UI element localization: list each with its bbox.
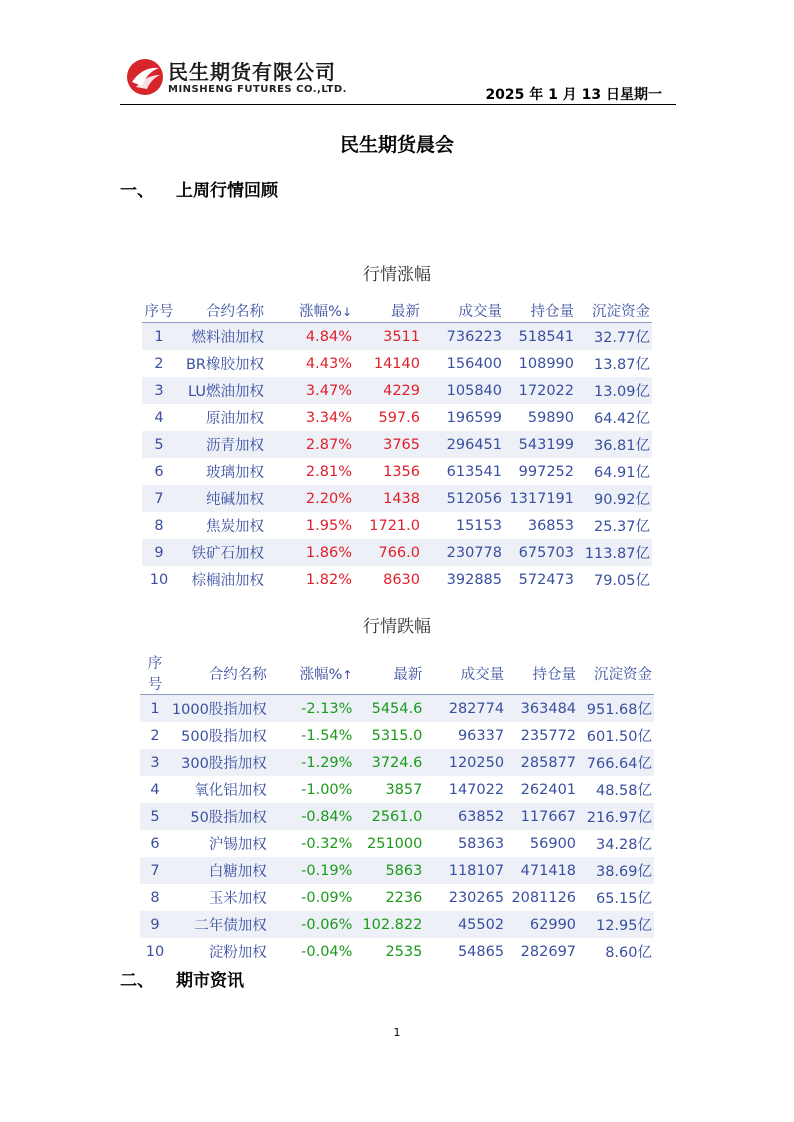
cell-latest: 5315.0 [354,722,424,749]
col-header-volume: 成交量 [422,298,504,323]
cell-name: 棕榈油加权 [176,566,266,593]
table-row [140,857,654,884]
cell-volume: 296451 [422,431,504,458]
col-header-volume: 成交量 [424,652,506,695]
cell-capital: 13.09亿 [576,377,652,404]
cell-capital: 951.68亿 [578,695,654,723]
sort-up-arrow-icon: ↑ [342,667,353,682]
cell-name: 原油加权 [176,404,266,431]
cell-name: 500股指加权 [170,722,269,749]
cell-capital: 12.95亿 [578,911,654,938]
cell-capital: 25.37亿 [576,512,652,539]
cell-name: 玉米加权 [170,884,269,911]
cell-capital: 90.92亿 [576,485,652,512]
sort-down-arrow-icon: ↓ [341,304,352,319]
cell-name: 焦炭加权 [176,512,266,539]
cell-capital: 36.81亿 [576,431,652,458]
table-row [142,377,652,404]
cell-name: 300股指加权 [170,749,269,776]
col-header-name: 合约名称 [176,298,266,323]
document-title: 民生期货晨会 [339,134,454,156]
col-header-open-interest: 持仓量 [504,298,576,323]
cell-capital: 65.15亿 [578,884,654,911]
cell-latest: 1721.0 [354,512,422,539]
cell-capital: 79.05亿 [576,566,652,593]
cell-latest: 766.0 [354,539,422,566]
cell-capital: 766.64亿 [578,749,654,776]
table-row [140,884,654,911]
table-row [140,938,654,965]
cell-capital: 216.97亿 [578,803,654,830]
cell-latest: 5863 [354,857,424,884]
cell-volume: 118107 [424,857,506,884]
cell-rank: 1 [142,323,176,351]
cell-open-interest: 62990 [506,911,578,938]
logo-english-name: MINSHENG FUTURES CO.,LTD. [168,84,347,95]
cell-rank: 2 [140,722,170,749]
cell-rank: 3 [142,377,176,404]
cell-rank: 10 [142,566,176,593]
cell-open-interest: 282697 [506,938,578,965]
cell-latest: 3511 [354,323,422,351]
cell-name: 白糖加权 [170,857,269,884]
gainers-table [142,298,652,593]
cell-volume: 282774 [424,695,506,723]
cell-rank: 7 [140,857,170,884]
cell-open-interest: 997252 [504,458,576,485]
cell-name: 二年债加权 [170,911,269,938]
cell-name: 铁矿石加权 [176,539,266,566]
col-header-rank: 序号 [140,652,170,695]
cell-open-interest: 2081126 [506,884,578,911]
cell-name: BR橡胶加权 [176,350,266,377]
cell-rank: 8 [140,884,170,911]
table-row [140,911,654,938]
cell-volume: 392885 [422,566,504,593]
table-row [142,323,652,351]
cell-change: -0.84% [269,803,355,830]
cell-rank: 10 [140,938,170,965]
table-header-row [142,298,652,323]
cell-change: -0.19% [269,857,355,884]
cell-latest: 1438 [354,485,422,512]
col-header-name: 合约名称 [170,652,269,695]
cell-volume: 63852 [424,803,506,830]
cell-open-interest: 59890 [504,404,576,431]
table-row [142,431,652,458]
cell-open-interest: 108990 [504,350,576,377]
col-header-rank: 序号 [142,298,176,323]
cell-rank: 5 [142,431,176,458]
cell-name: LU燃油加权 [176,377,266,404]
cell-latest: 2535 [354,938,424,965]
company-emblem-icon [126,58,164,96]
table-row [140,803,654,830]
cell-name: 氧化铝加权 [170,776,269,803]
table-row [140,830,654,857]
cell-latest: 597.6 [354,404,422,431]
section-number: 二、 [120,971,154,991]
cell-name: 沪锡加权 [170,830,269,857]
cell-open-interest: 675703 [504,539,576,566]
col-header-open-interest: 持仓量 [506,652,578,695]
table-header-row [140,652,654,695]
cell-capital: 38.69亿 [578,857,654,884]
header-divider [120,104,676,105]
cell-change: -1.00% [269,776,355,803]
table-row [142,566,652,593]
cell-volume: 147022 [424,776,506,803]
cell-change: 1.82% [266,566,354,593]
cell-open-interest: 36853 [504,512,576,539]
cell-capital: 48.58亿 [578,776,654,803]
cell-name: 沥青加权 [176,431,266,458]
cell-change: -2.13% [269,695,355,723]
cell-name: 淀粉加权 [170,938,269,965]
cell-capital: 64.91亿 [576,458,652,485]
cell-open-interest: 1317191 [504,485,576,512]
company-logo [126,56,366,100]
cell-volume: 54865 [424,938,506,965]
cell-change: 3.47% [266,377,354,404]
cell-rank: 4 [140,776,170,803]
header-date: 2025 年 1 月 13 日星期一 [485,87,662,103]
cell-name: 50股指加权 [170,803,269,830]
cell-change: 2.20% [266,485,354,512]
section-heading-2 [120,966,244,991]
cell-latest: 251000 [354,830,424,857]
cell-capital: 8.60亿 [578,938,654,965]
table-row [140,722,654,749]
cell-latest: 1356 [354,458,422,485]
cell-volume: 230778 [422,539,504,566]
cell-change: -1.29% [269,749,355,776]
cell-open-interest: 572473 [504,566,576,593]
cell-open-interest: 518541 [504,323,576,351]
gainers-table-body [142,323,652,594]
cell-latest: 14140 [354,350,422,377]
cell-change: 3.34% [266,404,354,431]
cell-change: 2.81% [266,458,354,485]
cell-latest: 3765 [354,431,422,458]
cell-name: 燃料油加权 [176,323,266,351]
cell-open-interest: 56900 [506,830,578,857]
cell-open-interest: 262401 [506,776,578,803]
cell-capital: 32.77亿 [576,323,652,351]
cell-change: 2.87% [266,431,354,458]
cell-open-interest: 543199 [504,431,576,458]
table-row [140,776,654,803]
table-row [142,485,652,512]
cell-change: -0.09% [269,884,355,911]
losers-table [140,652,654,965]
cell-name: 玻璃加权 [176,458,266,485]
cell-latest: 2561.0 [354,803,424,830]
col-header-latest: 最新 [354,298,422,323]
cell-rank: 5 [140,803,170,830]
cell-rank: 9 [140,911,170,938]
cell-latest: 5454.6 [354,695,424,723]
cell-open-interest: 235772 [506,722,578,749]
col-header-latest: 最新 [354,652,424,695]
losers-caption: 行情跌幅 [363,617,431,637]
cell-name: 1000股指加权 [170,695,269,723]
col-header-capital: 沉淀资金 [576,298,652,323]
cell-volume: 96337 [424,722,506,749]
cell-volume: 736223 [422,323,504,351]
cell-rank: 8 [142,512,176,539]
cell-rank: 7 [142,485,176,512]
cell-volume: 58363 [424,830,506,857]
cell-latest: 102.822 [354,911,424,938]
cell-change: -0.04% [269,938,355,965]
section-title: 上周行情回顾 [176,181,278,201]
section-heading-1 [120,176,278,201]
cell-latest: 3857 [354,776,424,803]
table-row [142,404,652,431]
page-number: 1 [393,1026,401,1039]
cell-rank: 3 [140,749,170,776]
cell-change: 1.86% [266,539,354,566]
col-header-change [266,298,354,323]
table-row [142,350,652,377]
cell-rank: 9 [142,539,176,566]
cell-open-interest: 117667 [506,803,578,830]
cell-volume: 105840 [422,377,504,404]
cell-volume: 230265 [424,884,506,911]
section-number: 一、 [120,181,154,201]
col-header-change-label: 涨幅% [299,666,343,683]
col-header-capital: 沉淀资金 [578,652,654,695]
cell-rank: 2 [142,350,176,377]
cell-capital: 34.28亿 [578,830,654,857]
cell-volume: 156400 [422,350,504,377]
cell-open-interest: 172022 [504,377,576,404]
cell-capital: 13.87亿 [576,350,652,377]
cell-rank: 4 [142,404,176,431]
cell-open-interest: 363484 [506,695,578,723]
cell-change: 1.95% [266,512,354,539]
cell-open-interest: 285877 [506,749,578,776]
cell-capital: 601.50亿 [578,722,654,749]
cell-rank: 6 [140,830,170,857]
table-row [142,539,652,566]
logo-chinese-name: 民生期货有限公司 [168,60,336,84]
cell-volume: 120250 [424,749,506,776]
cell-latest: 4229 [354,377,422,404]
cell-rank: 1 [140,695,170,723]
cell-volume: 512056 [422,485,504,512]
table-row [140,749,654,776]
cell-name: 纯碱加权 [176,485,266,512]
cell-change: -0.32% [269,830,355,857]
cell-volume: 613541 [422,458,504,485]
cell-volume: 45502 [424,911,506,938]
cell-open-interest: 471418 [506,857,578,884]
table-row [142,512,652,539]
section-title: 期市资讯 [176,971,244,991]
table-row [140,695,654,723]
cell-change: -1.54% [269,722,355,749]
cell-capital: 64.42亿 [576,404,652,431]
cell-latest: 3724.6 [354,749,424,776]
cell-latest: 2236 [354,884,424,911]
cell-volume: 196599 [422,404,504,431]
cell-change: -0.06% [269,911,355,938]
losers-table-body [140,695,654,966]
cell-capital: 113.87亿 [576,539,652,566]
cell-latest: 8630 [354,566,422,593]
col-header-change [269,652,355,695]
cell-change: 4.43% [266,350,354,377]
col-header-change-label: 涨幅% [299,303,342,320]
cell-volume: 15153 [422,512,504,539]
cell-rank: 6 [142,458,176,485]
table-row [142,458,652,485]
gainers-caption: 行情涨幅 [363,265,431,285]
cell-change: 4.84% [266,323,354,351]
